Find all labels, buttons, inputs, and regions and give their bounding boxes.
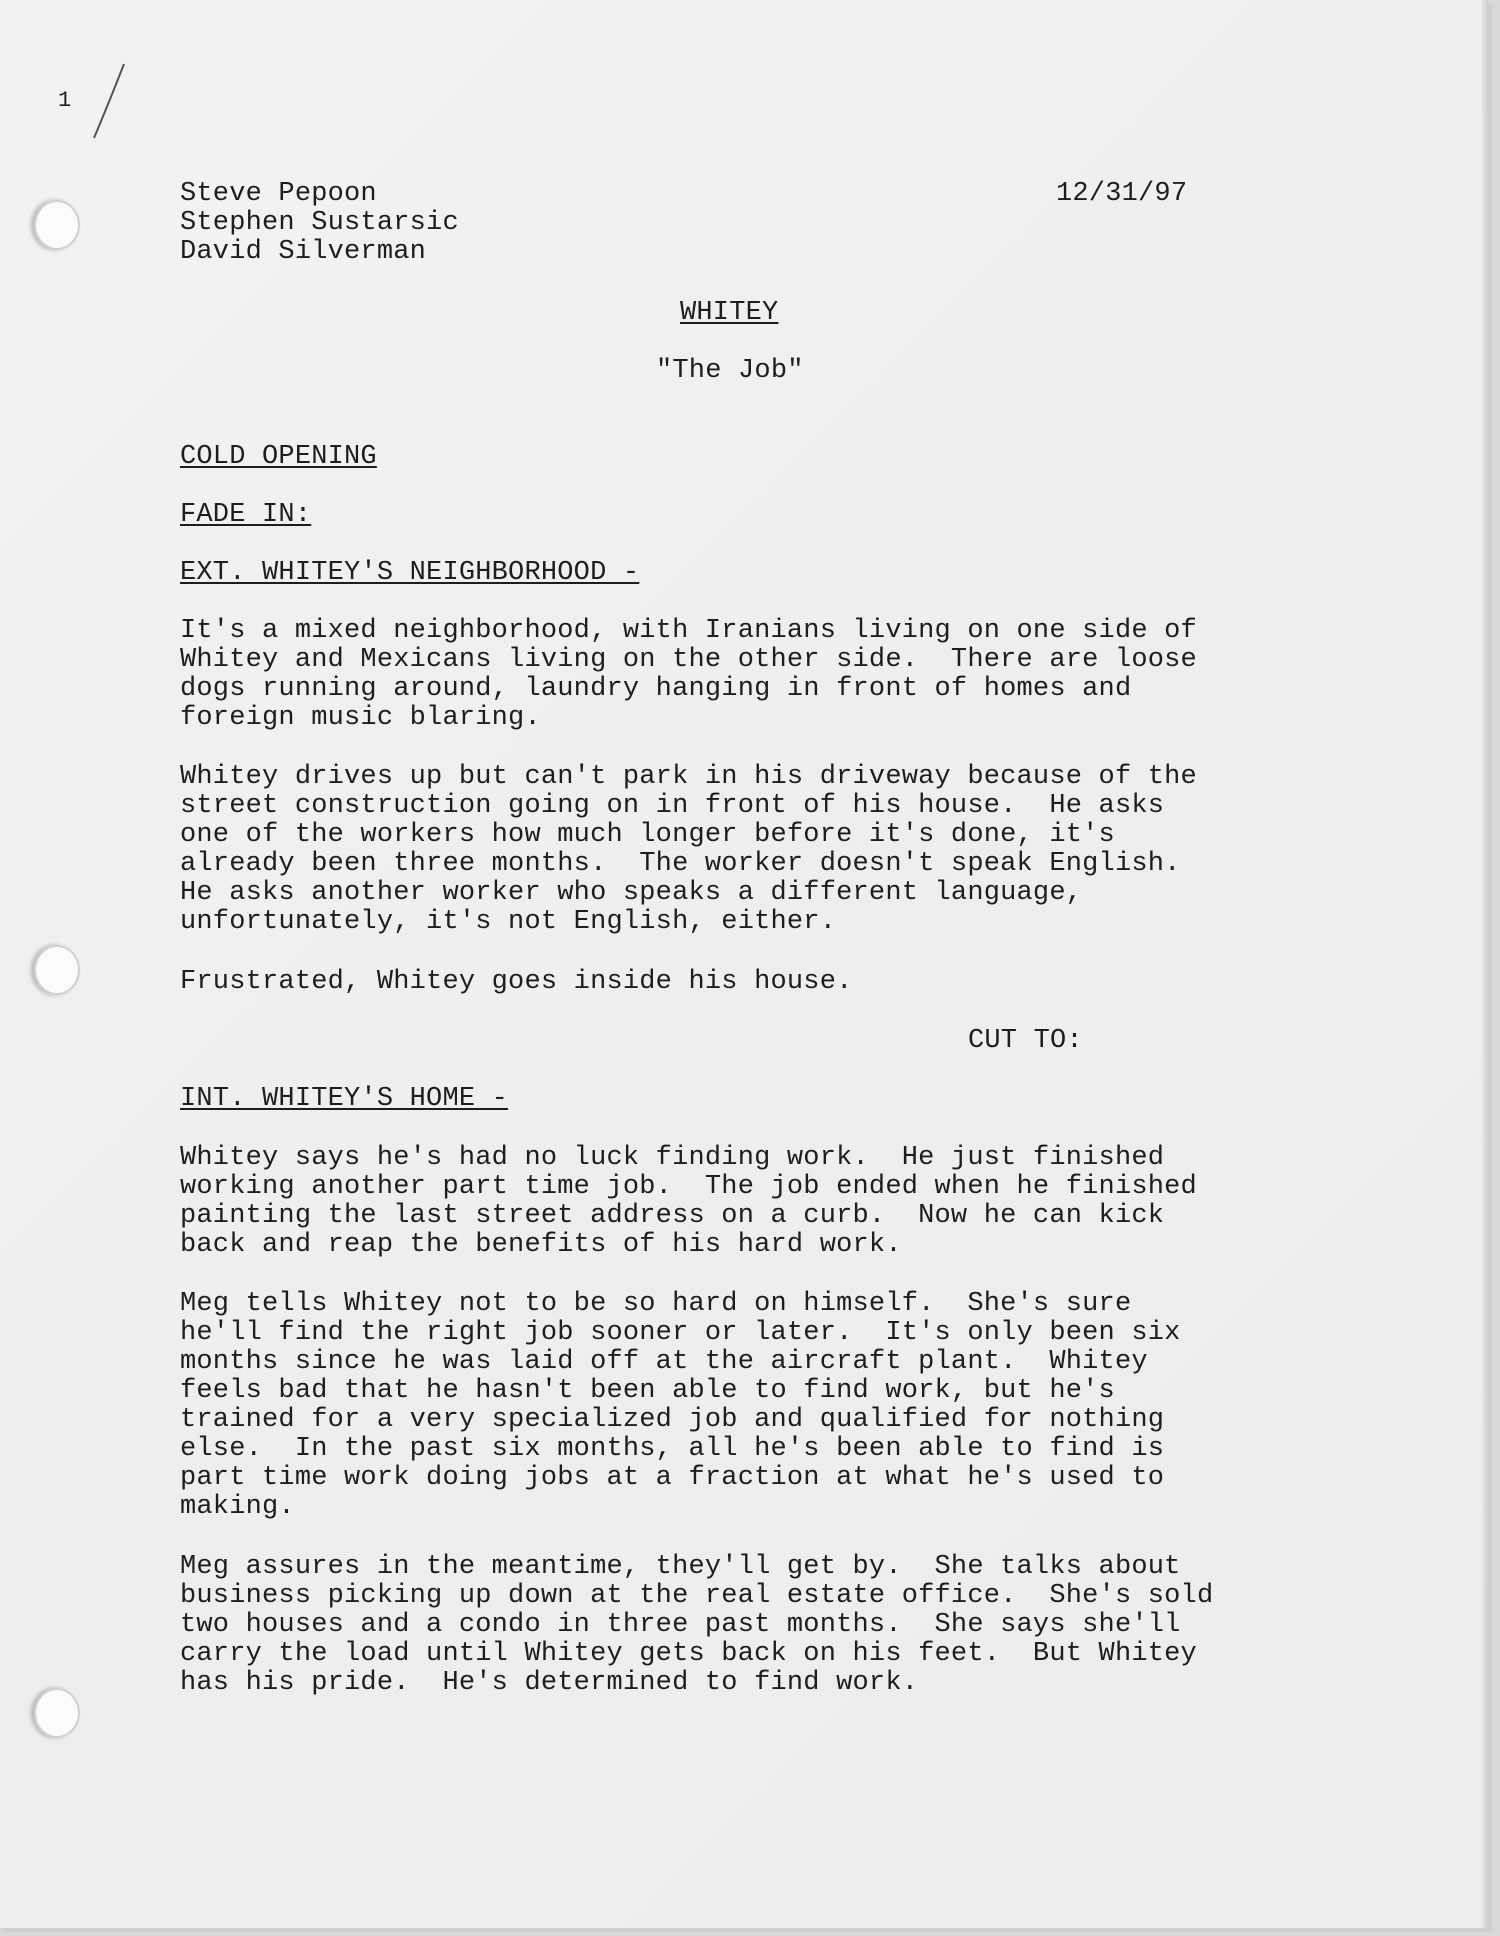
int-scene-heading: INT. WHITEY'S HOME - [180, 1084, 509, 1114]
bleed-through-text [180, 175, 1300, 1755]
paragraph-line: dogs running around, laundry hanging in front of homes and [180, 674, 1132, 704]
paragraph-line: working another part time job. The job ended when he finished [180, 1172, 1197, 1202]
script-title: WHITEY [680, 298, 779, 328]
cut-to-transition: CUT TO: [968, 1026, 1083, 1056]
paragraph-line: already been three months. The worker doesn't speak English. [180, 849, 1181, 879]
paragraph-line: two houses and a condo in three past months. She says she'll [180, 1610, 1181, 1640]
fade-in-heading: FADE IN: [180, 500, 312, 530]
episode-title: "The Job" [656, 356, 804, 386]
paragraph-line: has his pride. He's determined to find work. [180, 1668, 919, 1698]
author-1: Steve Pepoon [180, 179, 377, 209]
paragraph-line: Meg tells Whitey not to be so hard on himself. She's sure [180, 1289, 1132, 1319]
paragraph-line: trained for a very specialized job and qualified for nothing [180, 1405, 1165, 1435]
paragraph-line: part time work doing jobs at a fraction at what he's used to [180, 1463, 1165, 1493]
paragraph-line: else. In the past six months, all he's been able to find is [180, 1434, 1165, 1464]
page-edge [1482, 0, 1488, 1928]
paragraph-line: Frustrated, Whitey goes inside his house. [180, 967, 853, 997]
paragraph-line: making. [180, 1492, 295, 1522]
paragraph-line: He asks another worker who speaks a different language, [180, 878, 1083, 908]
paragraph-line: he'll find the right job sooner or later. It's only been six [180, 1318, 1181, 1348]
paragraph-line: street construction going on in front of his house. He asks [180, 791, 1165, 821]
paragraph-line: It's a mixed neighborhood, with Iranians living on one side of [180, 616, 1197, 646]
paragraph-line: back and reap the benefits of his hard work. [180, 1230, 902, 1260]
author-2: Stephen Sustarsic [180, 208, 459, 238]
paragraph-line: months since he was laid off at the aircraft plant. Whitey [180, 1347, 1148, 1377]
paragraph-line: carry the load until Whitey gets back on his feet. But Whitey [180, 1639, 1197, 1669]
script-date: 12/31/97 [1056, 179, 1188, 209]
page-number: 1 [58, 88, 72, 113]
paragraph-line: unfortunately, it's not English, either. [180, 907, 837, 937]
paragraph-line: painting the last street address on a curb. Now he can kick [180, 1201, 1165, 1231]
author-3: David Silverman [180, 237, 427, 267]
ext-scene-heading: EXT. WHITEY'S NEIGHBORHOOD - [180, 558, 640, 588]
binder-hole-bottom [34, 1688, 80, 1738]
paragraph-line: one of the workers how much longer before it's done, it's [180, 820, 1115, 850]
binder-hole-top [34, 200, 80, 250]
binder-hole-middle [34, 945, 80, 995]
paragraph-line: Whitey says he's had no luck finding work. He just finished [180, 1143, 1165, 1173]
paragraph-line: business picking up down at the real estate office. She's sold [180, 1581, 1214, 1611]
cold-opening-heading: COLD OPENING [180, 442, 377, 472]
paragraph-line: Whitey drives up but can't park in his driveway because of the [180, 762, 1197, 792]
paragraph-line: foreign music blaring. [180, 703, 541, 733]
paragraph-line: feels bad that he hasn't been able to find work, but he's [180, 1376, 1115, 1406]
paragraph-line: Meg assures in the meantime, they'll get by. She talks about [180, 1552, 1181, 1582]
paragraph-line: Whitey and Mexicans living on the other side. There are loose [180, 645, 1197, 675]
pen-mark-icon [88, 60, 128, 140]
